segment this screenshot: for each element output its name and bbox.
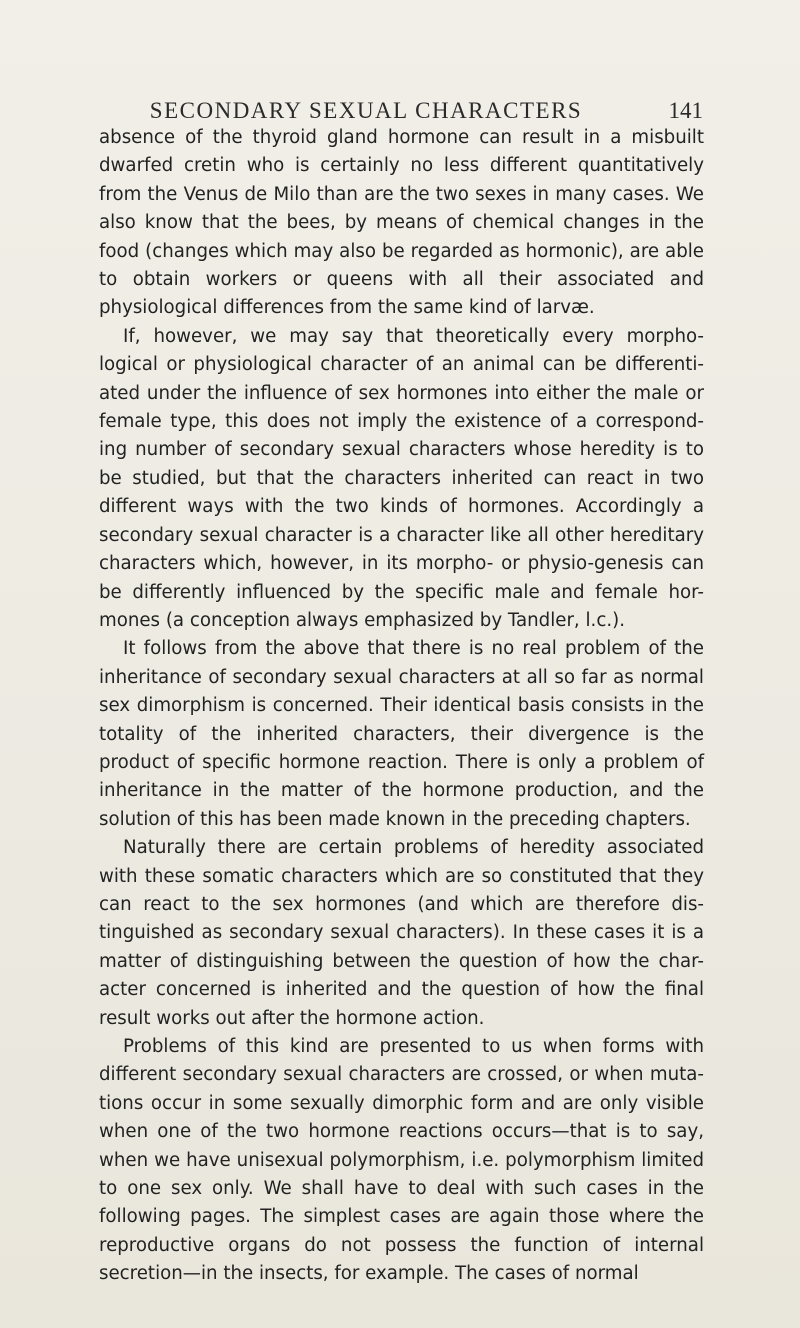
paragraph: Naturally there are certain problems of heredity associated with these somatic characters which are so constituted that they can react to the sex hormones (and which are therefore dis-tinguished as secondary sexual characters). In these cases it is a matter of distinguishing between the question of how the char-acter concerned is inherited and the question of how the final result works out after the hormone action. [99, 837, 704, 1029]
paragraph: Problems of this kind are presented to us when forms with different secondary sexual characters are crossed, or when muta-tions occur in some sexually dimorphic form and are only visible when one of the two hormone reactions occurs—that is to say, when we have unisexual polymorphism, i.e. polymorphism limited to one sex only. We shall have to deal with such cases in the following pages. The simplest cases are again those where the reproductive organs do not possess the function of internal secretion—in the insects, for example. The cases of normal [99, 1036, 704, 1285]
paragraph: If, however, we may say that theoretically every morpho-logical or physiological character of an animal can be differenti-ated under the influence of sex hormones into either the male or female type, this does not imply the existence of a correspond-ing number of secondary sexual characters whose heredity is to be studied, but that the characters inherited can react in two different ways with the two kinds of hormones. Accordingly a secondary sexual character is a character like all other hereditary characters which, however, in its morpho- or physio-genesis can be differently influenced by the specific male and female hor-mones (a conception always emphasized by Tandler, l.c.). [99, 325, 704, 631]
paragraph: absence of the thyroid gland hormone can result in a misbuilt dwarfed cretin who is certainly no less different quantitatively from the Venus de Milo than are the two sexes in many cases. We also know that the bees, by means of chemical changes in the food (changes which may also be regarded as hormonic), are able to obtain workers or queens with all their associated and physiological differences from the same kind of larvæ. [99, 127, 704, 319]
page-number: 141 [668, 98, 703, 123]
running-head: SECONDARY SEXUAL CHARACTERS [149, 98, 583, 123]
body-text [99, 124, 704, 1289]
paragraph: It follows from the above that there is no real problem of the inheritance of secondary sexual characters at all so far as normal sex dimorphism is concerned. Their identical basis consists in the totality of the inherited characters, their divergence is the product of specific hormone reaction. There is only a problem of inheritance in the matter of the hormone production, and the solution of this has been made known in the preceding chapters. [99, 638, 704, 830]
